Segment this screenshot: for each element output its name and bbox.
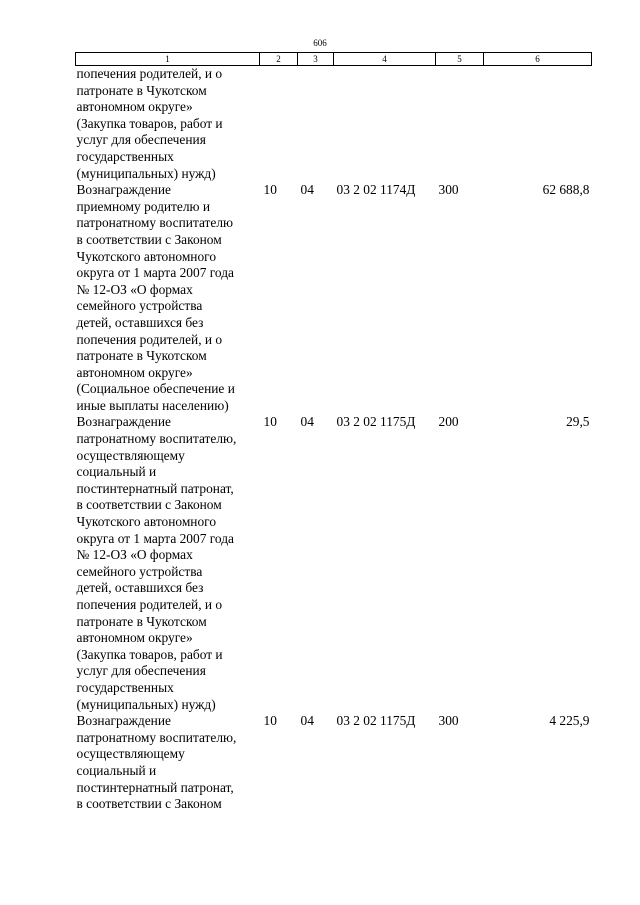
page-number: 606 <box>313 38 327 48</box>
table-header <box>76 53 592 66</box>
description-line: Вознаграждение <box>76 182 171 198</box>
description-line: округа от 1 марта 2007 года <box>76 265 234 281</box>
description-line: (муниципальных) нужд) <box>76 696 216 712</box>
description-line: Чукотского автономного <box>76 248 217 264</box>
description-line: детей, оставшихся без <box>76 580 204 596</box>
description-line: патронатному воспитателю, <box>76 729 237 745</box>
description-line: осуществляющему <box>76 746 185 762</box>
description-line: автономном округе» <box>76 630 193 646</box>
subsection-code <box>298 66 334 183</box>
budget-table <box>75 52 592 813</box>
description-line: патронате в Чукотском <box>76 82 207 98</box>
table-row <box>76 66 592 183</box>
amount: 29,5 <box>566 414 590 430</box>
description-line: услуг для обеспечения <box>76 132 206 148</box>
description-line: попечения родителей, и о <box>76 597 223 612</box>
row-description <box>76 713 260 813</box>
table-row <box>76 182 592 414</box>
row-description <box>76 66 260 183</box>
description-line: социальный и <box>76 762 157 778</box>
description-line: (муниципальных) нужд) <box>76 165 216 181</box>
description-line: попечения родителей, и о <box>76 331 223 347</box>
header-col-1: 1 <box>76 53 260 66</box>
description-line: в соответствии с Законом <box>76 231 222 247</box>
description-line: патронатному воспитателю, <box>76 431 237 447</box>
target-article-code: 03 2 02 1175Д <box>336 713 416 729</box>
description-line: Вознаграждение <box>76 414 171 430</box>
table-body <box>76 66 592 813</box>
description-line: семейного устройства <box>76 298 203 314</box>
amount: 62 688,8 <box>542 182 590 198</box>
amount <box>484 66 592 183</box>
description-line: патронатному воспитателю <box>76 215 234 231</box>
expense-type-code: 300 <box>438 182 459 198</box>
subsection-code: 04 <box>300 713 314 729</box>
description-line: государственных <box>76 679 174 695</box>
section-code: 10 <box>263 713 277 729</box>
description-line: семейного устройства <box>76 563 203 579</box>
expense-type-code: 300 <box>438 713 459 729</box>
header-col-3: 3 <box>298 53 334 66</box>
description-line: автономном округе» <box>76 364 193 380</box>
description-line: постинтернатный патронат, <box>76 480 234 496</box>
description-line: № 12-ОЗ «О формах <box>76 547 193 563</box>
description-line: округа от 1 марта 2007 года <box>76 530 234 546</box>
description-line: детей, оставшихся без <box>76 314 204 330</box>
description-line: (Закупка товаров, работ и <box>76 646 223 662</box>
description-line: патронате в Чукотском <box>76 613 207 629</box>
expense-type-code <box>436 66 484 183</box>
description-line: № 12-ОЗ «О формах <box>76 281 193 297</box>
description-line: в соответствии с Законом <box>76 497 222 513</box>
table-row <box>76 414 592 713</box>
section-code: 10 <box>263 182 277 198</box>
row-description <box>76 414 260 713</box>
description-line: попечения родителей, и о <box>76 66 223 81</box>
header-col-2: 2 <box>260 53 298 66</box>
description-line: иные выплаты населению) <box>76 397 229 413</box>
amount: 4 225,9 <box>549 713 590 729</box>
subsection-code: 04 <box>300 182 314 198</box>
header-col-5: 5 <box>436 53 484 66</box>
description-line: автономном округе» <box>76 99 193 115</box>
description-line: приемному родителю и <box>76 198 211 214</box>
description-line: социальный и <box>76 464 157 480</box>
description-line: патронате в Чукотском <box>76 348 207 364</box>
description-line: услуг для обеспечения <box>76 663 206 679</box>
section-code: 10 <box>263 414 277 430</box>
subsection-code: 04 <box>300 414 314 430</box>
description-line: в соответствии с Законом <box>76 796 222 812</box>
description-line: Чукотского автономного <box>76 514 217 530</box>
header-col-6: 6 <box>484 53 592 66</box>
description-line: (Закупка товаров, работ и <box>76 115 223 131</box>
target-article-code: 03 2 02 1175Д <box>336 414 416 430</box>
target-article-code: 03 2 02 1174Д <box>336 182 416 198</box>
row-description <box>76 182 260 414</box>
description-line: постинтернатный патронат, <box>76 779 234 795</box>
description-line: (Социальное обеспечение и <box>76 381 235 397</box>
section-code <box>260 66 298 183</box>
expense-type-code: 200 <box>438 414 459 430</box>
description-line: Вознаграждение <box>76 713 171 729</box>
description-line: государственных <box>76 148 174 164</box>
table-row <box>76 713 592 813</box>
header-col-4: 4 <box>334 53 436 66</box>
target-article-code <box>334 66 436 183</box>
description-line: осуществляющему <box>76 447 185 463</box>
header-row <box>76 53 592 66</box>
